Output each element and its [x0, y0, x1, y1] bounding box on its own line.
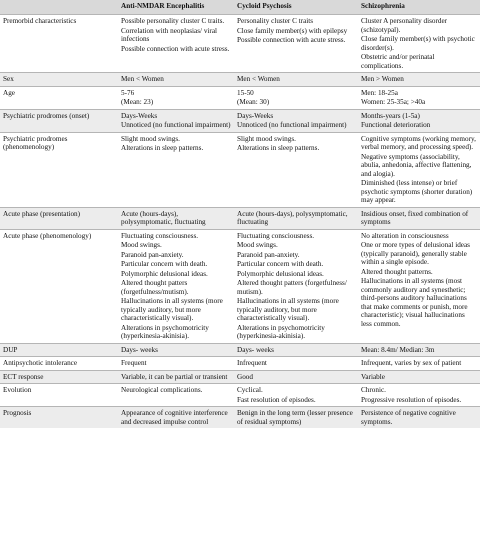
- table-row: [0, 15, 480, 73]
- cycloid-cell: [234, 15, 358, 73]
- row-label: ECT response: [0, 370, 118, 384]
- cell-line: Altered thought patters (forgetfulness/mutism).: [121, 279, 189, 296]
- row-label: Premorbid characteristics: [0, 15, 118, 73]
- cell-line: Acute (hours-days), polysymptomatic, fluctuating: [237, 209, 348, 226]
- cell-line: No alteration in consciousness: [361, 231, 449, 240]
- schizophrenia-cell: [358, 357, 480, 371]
- header-blank: [0, 0, 118, 15]
- cell-line: Infrequent, varies by sex of patient: [361, 359, 462, 367]
- cell-line: Mean: 8.4m/ Median: 3m: [361, 345, 435, 354]
- table-row: [0, 73, 480, 87]
- row-label: Age: [0, 86, 118, 109]
- cell-line: Mood swings.: [237, 241, 278, 249]
- row-label: Acute phase (phenomenology): [0, 229, 118, 343]
- cell-line: Hallucinations in all systems (more typically auditory, but more characteristically visual).: [121, 297, 223, 322]
- cell-line: Polymorphic delusional ideas.: [237, 269, 324, 278]
- schizophrenia-cell: [358, 384, 480, 407]
- cell-line: Variable: [361, 372, 385, 381]
- schizophrenia-cell: [358, 132, 480, 207]
- anti-nmdar-cell: [118, 357, 234, 371]
- cell-line: Close family member(s) with epilepsy: [237, 26, 348, 35]
- cell-line: Obstetric and/or perinatal complications.: [361, 53, 435, 70]
- cell-line: Personality cluster C traits: [237, 17, 314, 25]
- schizophrenia-cell: [358, 343, 480, 357]
- cell-line: Correlation with neoplasias/ viral infections: [121, 26, 218, 43]
- cell-line: Days-Weeks: [237, 111, 274, 120]
- cycloid-cell: [234, 132, 358, 207]
- header-row: [0, 0, 480, 15]
- row-label: Psychiatric prodromes (phenomenology): [0, 132, 118, 207]
- cell-line: Functional deterioration: [361, 121, 431, 129]
- cell-line: Fast resolution of episodes.: [237, 395, 316, 404]
- cycloid-cell: [234, 343, 358, 357]
- table-row: [0, 357, 480, 371]
- cell-line: Alterations in psychomotricity (hyperkinesia-akinisia).: [121, 323, 209, 340]
- cell-line: Paranoid pan-anxiety.: [121, 250, 184, 259]
- cell-line: Good: [237, 372, 253, 381]
- cell-line: Particular concern with death.: [121, 260, 208, 268]
- table-row: [0, 132, 480, 207]
- table-row: [0, 207, 480, 229]
- cell-line: Alterations in sleep patterns.: [237, 144, 320, 152]
- cell-line: One or more types of delusional ideas (typically paranoid), generally stable within a single episode.: [361, 241, 470, 266]
- schizophrenia-cell: [358, 15, 480, 73]
- cell-line: Appearance of cognitive interference and decreased impulse control: [121, 409, 228, 426]
- cycloid-cell: [234, 109, 358, 132]
- cell-line: Days- weeks: [237, 345, 274, 354]
- row-label: Psychiatric prodromes (onset): [0, 109, 118, 132]
- table-row: [0, 407, 480, 429]
- cell-line: Altered thought patters (forgetfulness/ mutism).: [237, 279, 347, 296]
- cell-line: Benign in the long term (lesser presence of residual symptoms): [237, 409, 353, 426]
- cell-line: Days-Weeks: [121, 111, 158, 120]
- cell-line: Diminished (less intense) or brief psychotic symptoms (shorter duration) may appear.: [361, 179, 473, 204]
- row-label: DUP: [0, 343, 118, 357]
- cell-line: Women: 25-35a; >40a: [361, 98, 426, 106]
- cell-line: Fluctuating consciousness.: [121, 231, 199, 240]
- row-label: Sex: [0, 73, 118, 87]
- anti-nmdar-cell: [118, 15, 234, 73]
- header-anti-nmdar: Anti-NMDAR Encephalitis: [118, 0, 234, 15]
- cell-line: Alterations in psychomotricity (hyperkinesia-akinisia).: [237, 323, 325, 340]
- anti-nmdar-cell: [118, 73, 234, 87]
- table-row: [0, 86, 480, 109]
- cell-line: Unnoticed (no functional impairment): [121, 121, 231, 129]
- anti-nmdar-cell: [118, 132, 234, 207]
- cell-line: (Mean: 23): [121, 98, 154, 106]
- cell-line: Insidious onset, fixed combination of symptoms: [361, 209, 469, 226]
- cell-line: Fluctuating consciousness.: [237, 231, 315, 240]
- cell-line: Negative symptoms (associability, abulia, anhedonia, affective flattening, and alogia).: [361, 152, 472, 178]
- anti-nmdar-cell: [118, 207, 234, 229]
- cell-line: Acute (hours-days), polysymptomatic, fluctuating: [121, 209, 206, 226]
- cell-line: Cognitive symptoms (working memory, verbal memory, and processing speed).: [361, 134, 476, 151]
- cell-line: Possible connection with acute stress.: [237, 36, 346, 44]
- cycloid-cell: [234, 86, 358, 109]
- anti-nmdar-cell: [118, 109, 234, 132]
- cell-line: Persistence of negative cognitive symptoms.: [361, 409, 456, 426]
- cell-line: Paranoid pan-anxiety.: [237, 250, 300, 259]
- cycloid-cell: [234, 370, 358, 384]
- cell-line: Mood swings.: [121, 241, 162, 249]
- row-label: Antipsychotic intolerance: [0, 357, 118, 371]
- schizophrenia-cell: [358, 229, 480, 343]
- cell-line: Possible connection with acute stress.: [121, 44, 230, 53]
- cell-line: 5-76: [121, 88, 135, 97]
- cell-line: Infrequent: [237, 359, 267, 367]
- row-label: Evolution: [0, 384, 118, 407]
- cycloid-cell: [234, 73, 358, 87]
- cell-line: Neurological complications.: [121, 386, 203, 394]
- table-body: [0, 15, 480, 429]
- cell-line: Men < Women: [121, 75, 164, 83]
- anti-nmdar-cell: [118, 384, 234, 407]
- cycloid-cell: [234, 357, 358, 371]
- schizophrenia-cell: [358, 73, 480, 87]
- cell-line: Progressive resolution of episodes.: [361, 395, 462, 404]
- cell-line: Particular concern with death.: [237, 260, 324, 268]
- cell-line: Variable, it can be partial or transient: [121, 372, 228, 381]
- schizophrenia-cell: [358, 407, 480, 429]
- anti-nmdar-cell: [118, 343, 234, 357]
- cell-line: Polymorphic delusional ideas.: [121, 269, 208, 278]
- table-row: [0, 370, 480, 384]
- cell-line: Slight mood swings.: [237, 134, 296, 143]
- cell-line: Close family member(s) with psychotic disorder(s).: [361, 35, 475, 52]
- anti-nmdar-cell: [118, 86, 234, 109]
- cell-line: Alterations in sleep patterns.: [121, 144, 204, 152]
- anti-nmdar-cell: [118, 370, 234, 384]
- cell-line: Possible personality cluster C traits.: [121, 17, 225, 25]
- cell-line: Unnoticed (no functional impairment): [237, 121, 347, 129]
- schizophrenia-cell: [358, 370, 480, 384]
- cell-line: Hallucinations in all systems (most commonly auditory and synesthetic; third-persons auditory hallucinations that make comments or punish, more characteristic); visual hallucinations less common.: [361, 277, 468, 328]
- cell-line: Frequent: [121, 359, 147, 367]
- cell-line: Altered thought patterns.: [361, 267, 433, 276]
- cell-line: Days- weeks: [121, 345, 158, 354]
- cell-line: Men > Women: [361, 75, 404, 83]
- cell-line: (Mean: 30): [237, 98, 270, 106]
- cell-line: Cluster A personality disorder (schizotypal).: [361, 17, 448, 34]
- cell-line: Men: 18-25a: [361, 88, 398, 97]
- table-row: [0, 384, 480, 407]
- cell-line: Men < Women: [237, 75, 280, 83]
- row-label: Prognosis: [0, 407, 118, 429]
- header-schizophrenia: Schizophrenia: [358, 0, 480, 15]
- cycloid-cell: [234, 407, 358, 429]
- cell-line: Slight mood swings.: [121, 134, 180, 143]
- schizophrenia-cell: [358, 207, 480, 229]
- cycloid-cell: [234, 229, 358, 343]
- cell-line: Chronic.: [361, 386, 386, 394]
- anti-nmdar-cell: [118, 407, 234, 429]
- schizophrenia-cell: [358, 86, 480, 109]
- row-label: Acute phase (presentation): [0, 207, 118, 229]
- cell-line: 15-50: [237, 88, 254, 97]
- cell-line: Months-years (1-5a): [361, 111, 420, 120]
- table-row: [0, 343, 480, 357]
- table-row: [0, 229, 480, 343]
- table-row: [0, 109, 480, 132]
- cell-line: Hallucinations in all systems (more typically auditory, but more characteristically visual).: [237, 297, 339, 322]
- cycloid-cell: [234, 207, 358, 229]
- cell-line: Cyclical.: [237, 386, 263, 394]
- header-cycloid: Cycloid Psychosis: [234, 0, 358, 15]
- anti-nmdar-cell: [118, 229, 234, 343]
- cycloid-cell: [234, 384, 358, 407]
- schizophrenia-cell: [358, 109, 480, 132]
